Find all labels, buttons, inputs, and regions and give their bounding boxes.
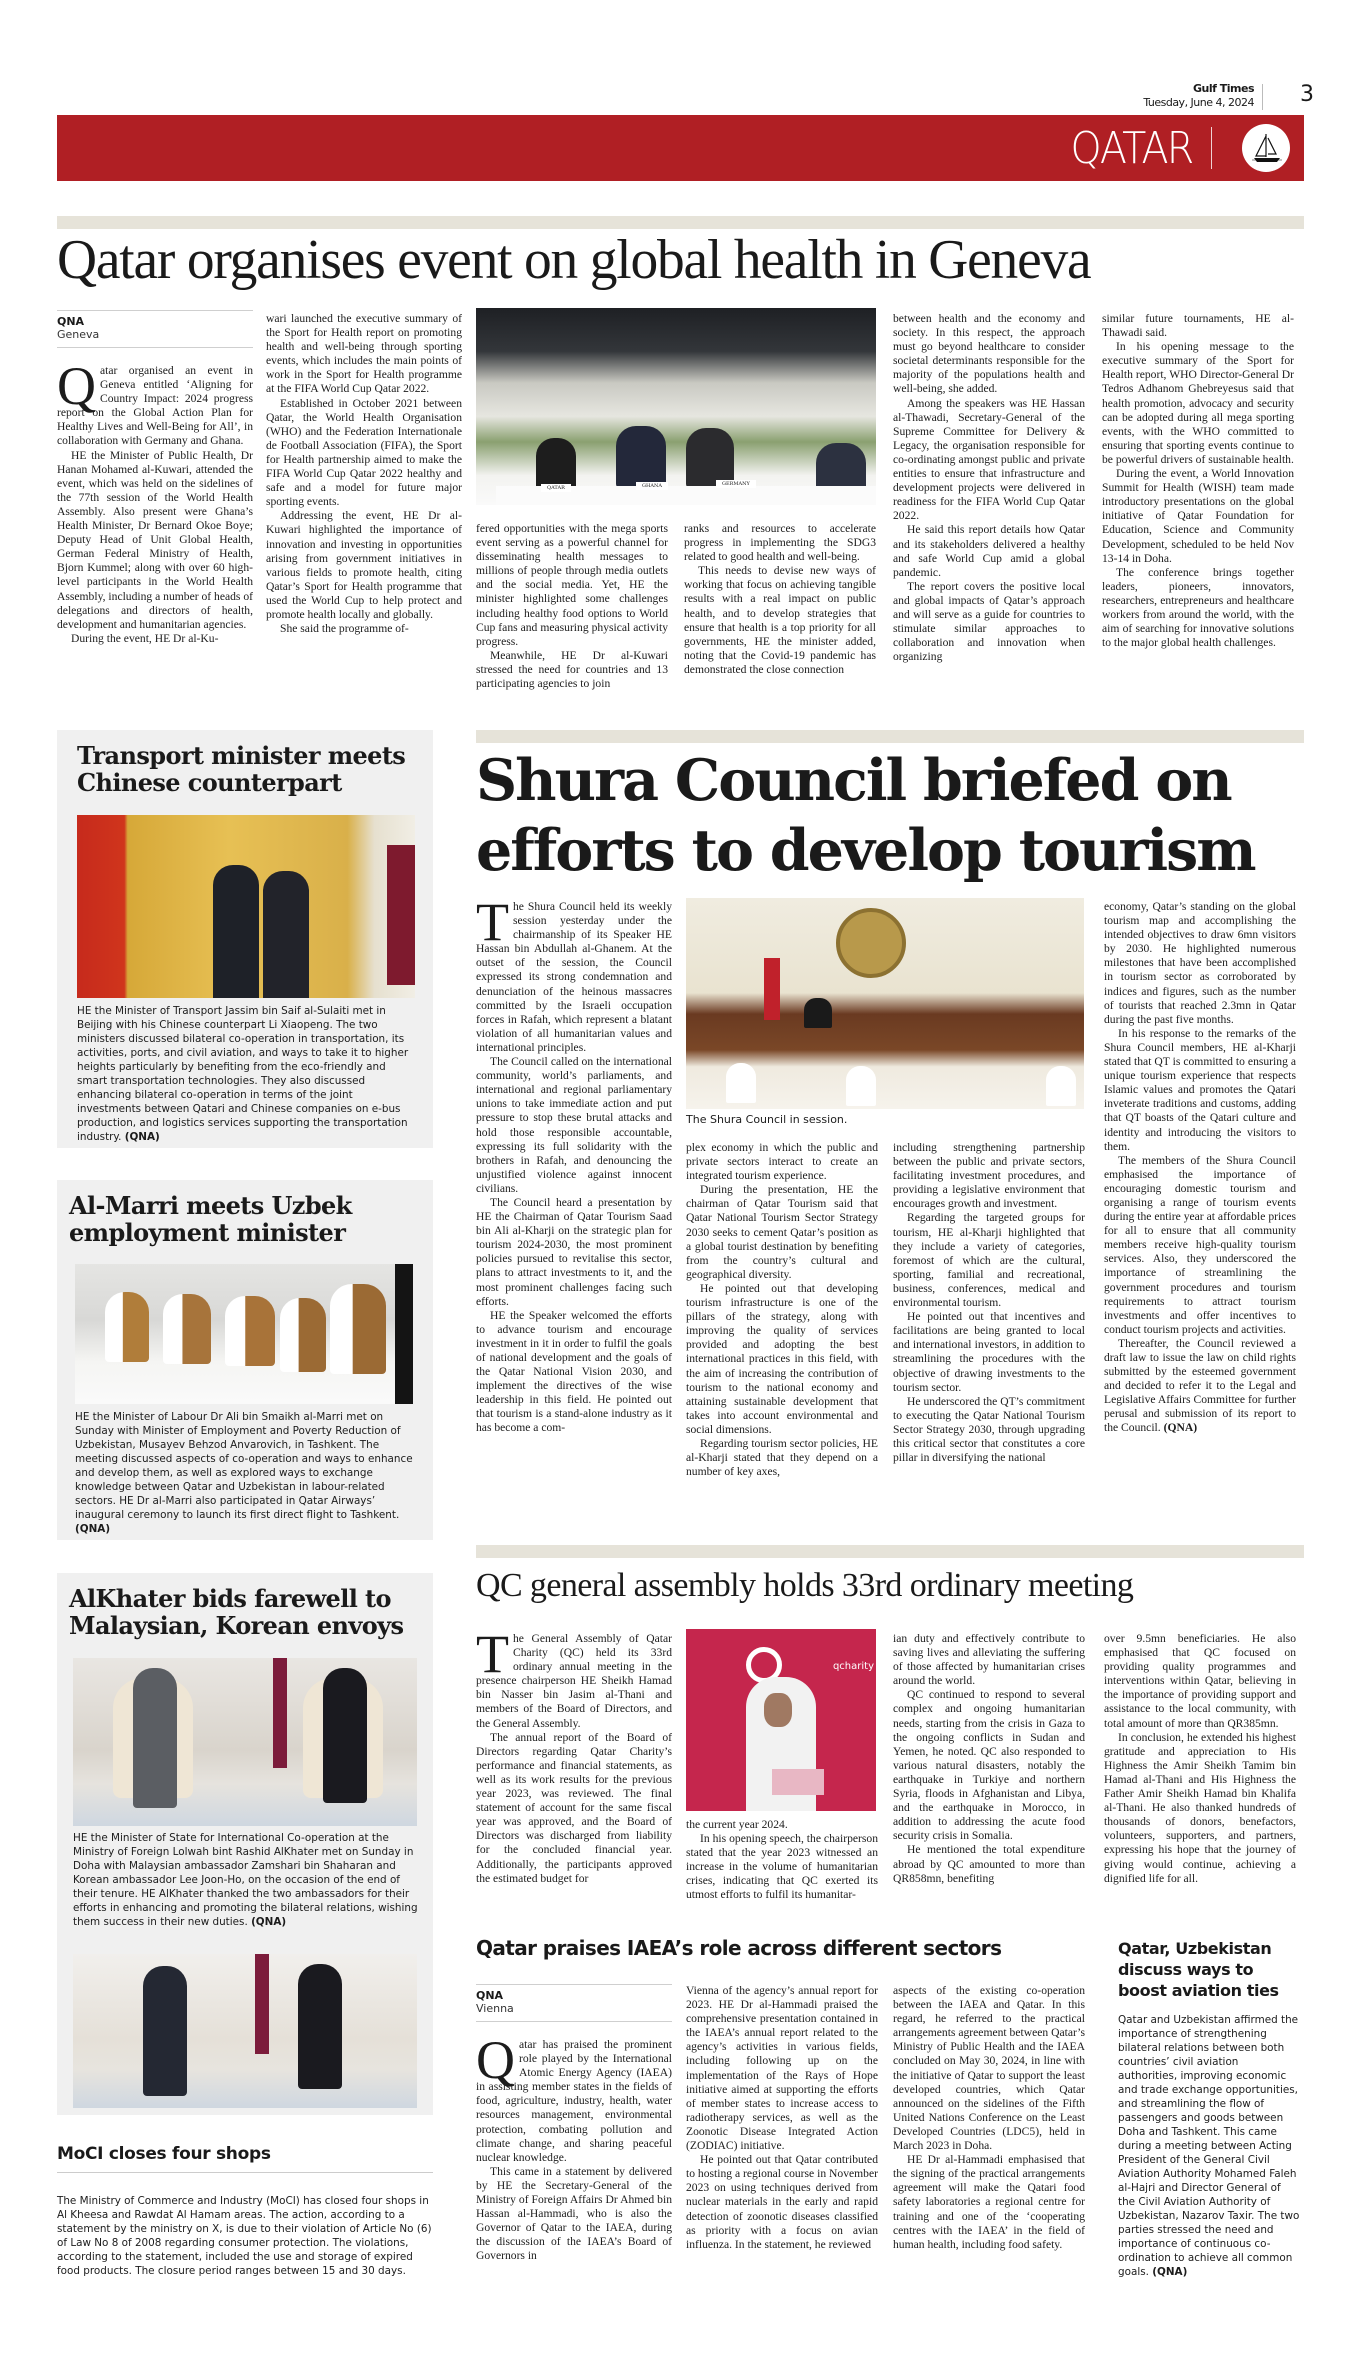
almarri-story-box [57,1180,433,1540]
paragraph: Regarding tourism sector policies, HE al-Kharji stated that they depend on a number of key axes, [686,1436,878,1479]
paragraph: This came in a statement by delivered by HE the Secretary-General of the Ministry of Foreign Affairs Dr Ahmed bin Hassan al-Hammadi, who is also the Governor of Qatar to the IAEA, during the discussion of the IAEA’s Board of Governors in [476,2164,672,2263]
paragraph: economy, Qatar’s standing on the global tourism map and accomplishing the intended objectives to draw 6mn visitors by 2030. He highlighted numerous milestones that have been accomplished in tourism sector as corroborated by indices and figures, such as the number of tourists that reached 2.3mn in Qatar during the past five months. [1104,900,1296,1026]
paragraph: Thereafter, the Council reviewed a draft law to issue the law on child rights submitted by the esteemed government and decided to refer it to the Legal and Legislative Affairs Committee for further perusal and submission of its report to the Council. [1104,1336,1296,1435]
paragraph: He pointed out that incentives and facilitations are being granted to local and international investors, in addition to streamlining the procedures with the objective of drawing investments to the tourism sector. [893,1310,1085,1394]
lead-col-1 [57,310,253,646]
paragraph: wari launched the executive summary of the Sport for Health report on promoting health and well-being through sporting events, which includes the main points of work in the Sport for Health programme at the FIFA World Cup Qatar 2022. [266,312,462,396]
paragraph: He pointed out that Qatar contributed to hosting a regional course in November 2023 on using techniques derived from nuclear materials in the early and rapid detection of zoonotic diseases classified as priority with a focus on avian influenza. In the statement, he reviewed [686,2153,878,2251]
almarri-caption [75,1410,420,1536]
iaea-text-col1 [476,2030,672,2264]
geneva-event-photo [476,308,876,505]
qc-rule [476,1545,1304,1558]
qcharity-logo-text: qcharity [832,1661,874,1672]
dhow-boat-icon [1242,124,1290,172]
paragraph: Among the speakers was HE Hassan al-Thawadi, Secretary-General of the Supreme Committee for Delivery & Legacy, the organisation responsible for co-ordinating amongst public and private entities to ensure that infrastructure and development projects were delivered in readiness for the FIFA World Cup Qatar 2022. [893,396,1085,523]
lead-col-5 [893,312,1085,664]
shura-col-3 [893,1141,1085,1465]
alkhater-headline: AlKhater bids farewell to Malaysian, Korean envoys [69,1584,404,1640]
paragraph: he General Assembly of Qatar Charity (QC) held its 33rd ordinary annual meeting in the presence chairperson HE Sheikh Hamad bin Nasser bin Jasim al-Thani and members of the Board of Directors, and the General Assembly. [476,1632,672,1730]
moci-rule [57,2172,433,2173]
qc-headline: QC general assembly holds 33rd ordinary meeting [476,1567,1134,1604]
qc-col-2 [686,1818,878,1903]
paragraph: QC continued to respond to several complex and ongoing humanitarian needs, starting from the crisis in Gaza to the ongoing conflicts in Sudan and Yemen, he noted. QC also responded to various natural disasters, notably the earthquake in Turkiye and northern Syria, floods in Afghanistan and Libya, and the earthquake in Morocco, in addition to addressing the acute food security crisis in Somalia. [893,1688,1085,1843]
paragraph: In his opening speech, the chairperson stated that the year 2023 witnessed an increase in the volume of humanitarian crises, indicating that QC exerted its utmost efforts to fulfil its humanitar- [686,1832,878,1902]
caption-credit: (QNA) [75,1523,111,1535]
byline-agency: QNA [57,315,85,328]
caption-text: HE the Minister of State for International Co-operation at the Ministry of Foreign Lolwah bint Rashid AlKhater met on Sunday in Doha with Malaysian ambassador Zamshari bin Shaharan and Korean ambassador Lee Joon-Ho, on the occasion of the end of their tenure. HE AlKhater thanked the two ambassadors for their efforts in enhancing and promoting the bilateral relations, wishing them success in their new duties. [73,1832,418,1928]
lead-text-col1 [57,356,253,646]
aviation-text: Qatar and Uzbekistan affirmed the importance of strengthening bilateral relations between both countries’ civil aviation authorities, improving economic and trade exchange opportunities, and streamlining the flow of passengers and goods between Doha and Tashkent. This came during a meeting between Acting President of the General Civil Aviation Authority Mohamed Faleh al-Hajri and Director General of the Civil Aviation Authority of Uzbekistan, Nazarov Taxir. The two parties stressed the need and importance of continuous co-ordination to achieve all common goals. [1118,2014,1300,2278]
transport-caption [77,1004,417,1144]
iaea-col-3 [893,1984,1085,2252]
qc-col-4 [1104,1632,1296,1886]
paragraph: He underscored the QT’s commitment to executing the Qatar National Tourism Sector Strategy 2030, through upgrading this critical sector that constitutes a core pillar in diversifying the national [893,1394,1085,1465]
almarri-headline: Al-Marri meets Uzbek employment minister [69,1191,352,1247]
paragraph: The annual report of the Board of Directors regarding Qatar Charity’s performance and financial statements, as well as its work results for the previous year 2023, was reviewed. The final statement of account for the same fiscal year was approved, and the Board of Directors was discharged from liability for the concluded financial year. Additionally, the participants approved the estimated budget for [476,1730,672,1885]
transport-headline: Transport minister meets Chinese counterpart [77,741,406,797]
paragraph: between health and the economy and society. In this respect, the approach must go beyond healthcare to consider societal determinants responsible for the majority of the populations health and well-being, she added. [893,312,1085,396]
moci-headline: MoCI closes four shops [57,2144,271,2164]
lead-col-4 [684,522,876,677]
caption-text: HE the Minister of Transport Jassim bin Saif al-Sulaiti met in Beijing with his Chinese counterpart Li Xiaopeng. The two ministers discussed bilateral co-operation in transportation, its activities, ports, and civil aviation, and ways to take it to higher heights particularly by benefiting from the eco-friendly and smart transportation technologies. They also discussed enhancing bilateral co-operation in terms of the joint investments between Qatari and Chinese companies on e-bus production, and logistics services supporting the transportation industry. [77,1005,409,1143]
qc-photo [686,1629,876,1811]
paragraph: over 9.5mn beneficiaries. He also emphasised that QC focused on providing quality programmes and interventions within Qatar, believing in the importance of providing support and assistance to the local community, with total amount of more than QR385mn. [1104,1632,1296,1730]
qc-col-1 [476,1624,672,1886]
almarri-photo [75,1264,413,1404]
shura-rule [476,730,1304,743]
paragraph: During the event, HE Dr al-Ku- [71,631,219,645]
lead-headline: Qatar organises event on global health in Geneva [57,229,1091,291]
paragraph: plex economy in which the public and private sectors interact to create an integrated tourism experience. [686,1141,878,1183]
story-credit: (QNA) [1152,2266,1188,2278]
paragraph: The report covers the positive local and global impacts of Qatar’s approach and will serve as a guide for countries to stimulate similar approaches to collaboration and innovation when organizing [893,579,1085,664]
paragraph: the current year 2024. [686,1818,788,1831]
paragraph: Regarding the targeted groups for tourism, HE al-Kharji highlighted that they include a variety of categories, foremost of which are the cultural, sporting, familial and recreational, business, conferences, medical and environmental tourism. [893,1211,1085,1310]
alkhater-story-box [57,1573,433,2115]
shura-photo-caption: The Shura Council in session. [686,1113,848,1126]
banner-divider [1211,127,1212,169]
section-banner [57,115,1304,181]
page-header [1100,82,1330,114]
moci-body: The Ministry of Commerce and Industry (MoCI) has closed four shops in Al Kheesa and Rawdat Al Hamam areas. The action, according to a statement by the ministry on X, is due to their violation of Article No (6) of Law No 8 of 2008 regarding consumer protection. The violations, according to the statement, included the use and storage of expired food products. The closure period ranges between 15 and 30 days. [57,2195,432,2277]
paragraph: ian duty and effectively contribute to saving lives and alleviating the suffering of those affected by humanitarian crises around the world. [893,1632,1085,1688]
byline-agency: QNA [476,1989,504,2002]
lead-col-6 [1102,312,1294,650]
paragraph: He mentioned the total expenditure abroad by QC amounted to more than QR858mn, benefiting [893,1843,1085,1885]
shura-headline-line2: efforts to develop tourism [476,817,1255,884]
shura-col-1 [476,892,672,1436]
issue-date: Tuesday, June 4, 2024 [1143,96,1254,109]
drop-cap: T [476,1624,509,1684]
byline-dateline: Geneva [57,328,100,341]
paragraph: The members of the Shura Council emphasised the importance of encouraging domestic tourism and organising a range of tourism events during the entire year at affordable prices for all to ensure that all community members receive high-quality tourism services. Also, they underscored the importance of streamlining the government procedures and tourism requirements to attract tourism investments and offer incentives to conduct tourism projects and activities. [1104,1153,1296,1336]
paragraph: The Council called on the international community, world’s parliaments, and international and regional parliamentary unions to take immediate action and put pressure to stop these brutal attacks and hold those responsible accountable, expressing its full solidarity with the brothers in Rafah, and denouncing the unjustified violence against innocent civilians. [476,1055,672,1195]
paragraph: HE Dr al-Hammadi emphasised that the signing of the practical arrangements agreement will make the Qatari food safety laboratories a regional centre for training and one of the ‘cooperating centres with the IAEA’ in the field of human health, including food safety. [893,2153,1085,2251]
drop-cap: Q [57,356,96,416]
section-title: QATAR [1070,123,1192,174]
paragraph: HE the Minister of Public Health, Dr Hanan Mohamed al-Kuwari, attended the event, which was held on the sidelines of the 77th session of the World Health Assembly. Also present were Ghana’s Health Minister, Dr Bernard Okoe Boye; Deputy Head of Unit Global Health, German Federal Ministry of Health, Bjorn Kummel; along with over 60 high-level participants in the World Health Assembly, including a number of heads of delegations and directors of health, development and humanitarian agencies. [57,448,253,631]
caption-text: HE the Minister of Labour Dr Ali bin Smaikh al-Marri met on Sunday with Minister of Employment and Poverty Reduction of Uzbekistan, Musayev Behzod Anvarovich, in Tashkent. The meeting discussed aspects of co-operation and ways to enhance and develop them, as well as explored ways to exchange knowledge between Qatar and Uzbekistan in labour-related sectors. HE Dr al-Marri also participated in Qatar Airways’ inaugural ceremony to launch its first direct flight to Tashkent. [75,1411,413,1521]
byline [57,310,253,348]
shura-col-2 [686,1141,878,1479]
qc-col-3 [893,1632,1085,1886]
paragraph: atar has praised the prominent role played by the International Atomic Energy Agency (IAEA) in assisting member states in the fields of food, agriculture, industry, health, water resources management, environmental protection, combating pollution and climate change, and sharing peaceful nuclear knowledge. [476,2038,672,2164]
paragraph: She said the programme of- [280,622,409,636]
placard-ghana: GHANA [636,482,668,490]
paragraph: The conference brings together leaders, pioneers, innovators, researchers, entrepreneurs and healthcare workers from around the world, with the aim of searching for innovative solutions to the major global health challenges. [1102,565,1294,650]
aviation-headline: Qatar, Uzbekistan discuss ways to boost aviation ties [1118,1939,1279,2000]
drop-cap: Q [476,2030,515,2090]
paragraph: Established in October 2021 between Qatar, the World Health Organisation (WHO) and the Federation Internationale de Football Association (FIFA), the Sport for Health partnership aimed to make the FIFA World Cup Qatar 2022 healthy and safe and a model for future major sporting events. [266,396,462,509]
paragraph: In his response to the remarks of the Shura Council members, HE al-Kharji stated that QT is committed to ensuring a unique tourism experience that respects Islamic values and promotes the Qatari inveterate traditions and customs, adding that QT boasts of the Qatari culture and identity and introducing the visitors to them. [1104,1026,1296,1153]
transport-story-box [57,730,433,1148]
placard-germany: GERMANY [716,480,756,488]
paragraph: similar future tournaments, HE al-Thawadi said. [1102,312,1294,340]
paragraph: atar organised an event in Geneva entitled ‘Aligning for Country Impact: 2024 progress report on the Global Action Plan for Healthy Lives and Well-Being for All’, in collaboration with Germany and Ghana. [57,364,253,448]
story-credit: (QNA) [1163,1421,1198,1435]
aviation-body [1118,2013,1300,2279]
placard-qatar: QATAR [541,484,571,492]
shura-headline [476,746,1255,886]
caption-credit: (QNA) [124,1131,160,1143]
paragraph: including strengthening partnership between the public and private sectors, facilitating investment procedures, and providing a legislative environment that encourages growth and investment. [893,1141,1085,1211]
alkhater-caption [73,1831,423,1929]
paragraph: This needs to devise new ways of working that focus on achieving tangible results with a real impact on public health, and to develop strategies that ensure that health is a top priority for all governments, HE the minister added, noting that the Covid-19 pandemic has demonstrated the close connection [684,564,876,676]
paragraph: Meanwhile, HE Dr al-Kuwari stressed the need for countries and 13 participating agencies to join [476,648,668,691]
paragraph: In his opening message to the executive summary of the Sport for Health report, WHO Director-General Dr Tedros Adhanom Ghebreyesus said that health promotion, advocacy and security can be adopted during all mega sporting events, with the WHO committed to ensuring that sporting events continue to be powerful drivers of sustainable health. [1102,340,1294,466]
paragraph: During the presentation, HE the chairman of Qatar Tourism said that Qatar National Tourism Sector Strategy 2030 seeks to cement Qatar’s position as a global tourist destination by benefiting from the country’s cultural and geographical diversity. [686,1183,878,1281]
paragraph: In conclusion, he extended his highest gratitude and appreciation to His Highness the Amir Sheikh Tamim bin Hamad al-Thani and His Highness the Father Amir Sheikh Hamad bin Khalifa al-Thani. He also thanked hundreds of thousands of donors, benefactors, volunteers, supporters, and partners, expressing his hope that the journey of giving would continue, achieving a dignified life for all. [1104,1730,1296,1885]
alkhater-photo-korea [73,1954,417,2108]
transport-photo [77,815,415,998]
paragraph: aspects of the existing co-operation between the IAEA and Qatar. In this regard, he referred to the practical arrangements agreement between Qatar’s Ministry of Public Health and the IAEA concluded on May 30, 2024, in line with the initiative of Qatar to support the least developed countries, which Qatar announced on the sidelines of the Fifth United Nations Conference on the Least Developed Countries (LDC5), held in March 2023 in Doha. [893,1984,1085,2153]
paragraph: Addressing the event, HE Dr al-Kuwari highlighted the importance of innovation and investing in opportunities arising from government initiatives in various fields to promote health, citing Qatar’s Sport for Health programme that used the World Cup to help protect and promote health locally and globally. [266,509,462,621]
paper-name: Gulf Times [1193,82,1254,95]
drop-cap: T [476,892,509,952]
iaea-col-2 [686,1984,878,2252]
shura-headline-line1: Shura Council briefed on [476,747,1231,814]
shura-col-4 [1104,900,1296,1436]
shura-council-photo [686,898,1084,1109]
iaea-headline: Qatar praises IAEA’s role across different sectors [476,1936,1002,1960]
paragraph: He pointed out that developing tourism infrastructure is one of the pillars of the strategy, along with improving the quality of services provided and adopting the best international practices in this field, with the aim of increasing the contribution of tourism to the national economy and attaining sustainable development that takes into account environmental and social dimensions. [686,1281,878,1436]
paragraph: He said this report details how Qatar and its stakeholders delivered a healthy and safe World Cup amid a global pandemic. [893,523,1085,579]
paragraph: fered opportunities with the mega sports event serving as a powerful channel for disseminating health messages to millions of people through media outlets and the social media. Yet, HE the minister highlighted some challenges including healthy food options to World Cup fans and measuring physical activity progress. [476,522,668,648]
iaea-col-1 [476,1984,672,2264]
paragraph: The Council heard a presentation by HE the Chairman of Qatar Tourism Saad bin Ali al-Kharji on the strategic plan for tourism 2024-2030, the most prominent policies pursued to revitalise this sector, plans to attract investments to it, and the most prominent challenges facing such efforts. [476,1195,672,1308]
lead-col-3 [476,522,668,691]
alkhater-photo-malaysia [73,1658,417,1826]
paragraph: he Shura Council held its weekly session yesterday under the chairmanship of its Speaker HE Hassan bin Abdullah al-Ghanem. At the outset of the session, the Council expressed its strong condemnation and denunciation of the heinous massacres committed by the Israeli occupation forces in Rafah, which represent a blatant violation of all humanitarian values and international principles. [476,900,672,1054]
page-number: 3 [1300,82,1314,107]
lead-col-2 [266,312,462,636]
byline-dateline: Vienna [476,2002,514,2015]
paragraph: During the event, a World Innovation Summit for Health (WISH) team made introductory presentations on the global initiative of Qatar Foundation for Education, Science and Community Development, scheduled to be held Nov 13-14 in Doha. [1102,467,1294,565]
header-divider [1262,84,1263,110]
caption-credit: (QNA) [251,1916,287,1928]
paragraph: Vienna of the agency’s annual report for 2023. HE Dr al-Hammadi praised the comprehensive presentation contained in the IAEA’s annual report related to the agency’s activities in various fields, including following up on the implementation of the Rays of Hope initiative aimed at supporting the efforts of member states to increase access to radiotherapy services, as well as the Zoonotic Disease Integrated Action (ZODIAC) initiative. [686,1984,878,2153]
paragraph: HE the Speaker welcomed the efforts to advance tourism and encourage investment in it in order to fulfil the goals of national development and the goals of the Qatar National Vision 2030, and implement the directives of the wise leadership in this field. He pointed out that tourism is a stand-alone industry as it has become a com- [476,1308,672,1435]
paragraph: ranks and resources to accelerate progress in implementing the SDG3 related to good health and well-being. [684,522,876,564]
byline [476,1984,672,2022]
